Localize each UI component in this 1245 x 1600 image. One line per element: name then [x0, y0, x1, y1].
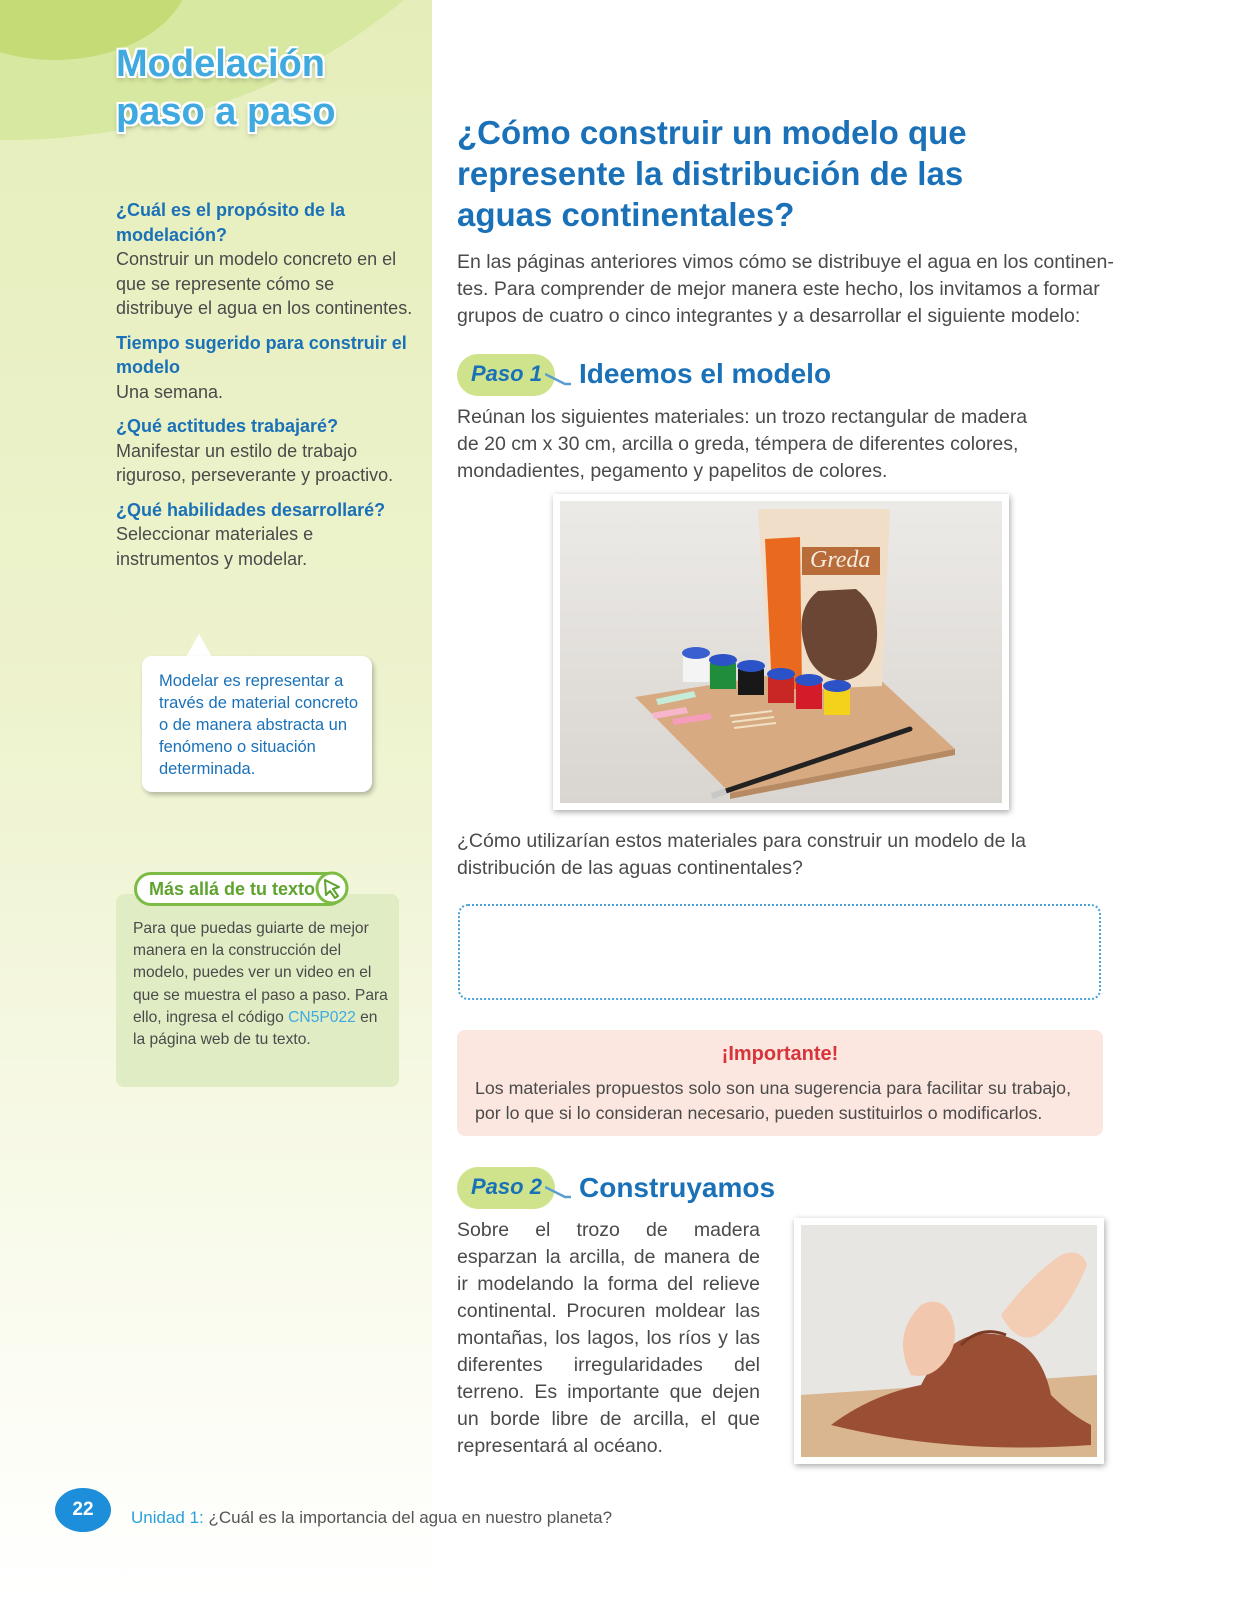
callout-tail — [186, 634, 212, 657]
step-2-heading: Construyamos — [579, 1172, 776, 1203]
page-number: 22 — [55, 1488, 111, 1532]
step-arrow-icon — [545, 1185, 571, 1199]
sidebar-answer: Construir un modelo concreto en el que se represente cómo se distribuye el agua en los continentes. — [116, 249, 413, 318]
step-1-text-line: de 20 cm x 30 cm, arcilla o greda, témpera de diferentes colores, — [457, 433, 1019, 455]
section-title-line: Modelación — [116, 43, 326, 85]
sidebar-answer: Una semana. — [116, 381, 224, 402]
mas-alla-tab — [134, 872, 346, 906]
sidebar-question: ¿Qué actitudes trabajaré? — [116, 416, 339, 436]
section-title-line: paso a paso — [116, 91, 336, 133]
intro-line: tes. Para comprender de mejor manera este hecho, los invitamos a formar — [457, 278, 1100, 300]
sidebar-question: ¿Qué habilidades desarrollaré? — [116, 499, 386, 520]
footer-unit: Unidad 1: — [131, 1508, 204, 1527]
important-text-line: por lo que si lo consideran necesario, pueden sustituirlos o modificarlos. — [475, 1103, 1043, 1123]
mas-alla-text-after: en la página web de tu texto. — [133, 1008, 378, 1049]
step-1-badge — [457, 354, 555, 396]
sidebar-question: Tiempo sugerido para construir el modelo — [116, 332, 407, 377]
mas-alla-text — [133, 918, 391, 1051]
sidebar-block-attitudes — [116, 414, 416, 488]
intro-paragraph — [457, 249, 1117, 330]
step-1-text — [457, 404, 1027, 485]
main-title-line: aguas continentales? — [457, 196, 795, 233]
important-title: ¡Importante! — [721, 1043, 839, 1065]
step-1-text-line: mondadientes, pegamento y papelitos de colores. — [457, 460, 888, 482]
sidebar-answer: Seleccionar materiales e instrumentos y modelar. — [116, 524, 314, 569]
intro-line: grupos de cuatro o cinco integrantes y a desarrollar el siguiente modelo: — [457, 305, 1081, 327]
intro-line: En las páginas anteriores vimos cómo se distribuye el agua en los continen- — [457, 251, 1114, 273]
clay-bag-label: Greda — [810, 547, 871, 573]
footer — [131, 1508, 612, 1528]
materials-illustration — [560, 501, 1002, 803]
clay-modeling-photo-image — [801, 1225, 1097, 1457]
cursor-arrow-icon — [315, 871, 349, 905]
step-1-text-line: Reúnan los siguientes materiales: un trozo rectangular de madera — [457, 406, 1028, 428]
sidebar-answer: Manifestar un estilo de trabajo riguroso, perseverante y proactivo. — [116, 440, 394, 485]
step-2-badge — [457, 1167, 555, 1209]
sidebar-block-time — [116, 331, 416, 405]
sidebar-block-purpose — [116, 198, 416, 321]
step-1-label: Paso 1 — [471, 361, 542, 386]
question-line: ¿Cómo utilizarían estos materiales para construir un modelo de la — [457, 830, 1027, 852]
sidebar-info — [116, 198, 416, 581]
important-note — [457, 1030, 1103, 1136]
step-2-text: Sobre el trozo de madera esparzan la arcilla, de manera de ir modelando la forma del relieve continental. Procuren moldear las montañas, los lagos, los ríos y las diferentes irregularidades del terreno. Es importante que dejen un borde libre de arcilla, el que representará al océano. — [457, 1219, 760, 1457]
main-title-line: ¿Cómo construir un modelo que — [457, 114, 967, 151]
sidebar-question: ¿Cuál es el propósito de la modelación? — [116, 200, 346, 245]
answer-box[interactable] — [458, 904, 1101, 1000]
main-title-line: represente la distribución de las — [457, 155, 964, 192]
important-text — [475, 1076, 1095, 1126]
mas-alla-box — [116, 894, 399, 1087]
materials-photo — [553, 494, 1009, 810]
callout-text: Modelar es representar a través de material concreto o de manera abstracta un fenómeno o situación determinada. — [159, 672, 359, 778]
definition-callout — [142, 656, 372, 792]
mas-alla-label: Más allá de tu texto — [149, 879, 316, 899]
materials-photo-image — [560, 501, 1002, 803]
sidebar-block-skills — [116, 498, 416, 572]
section-title — [116, 40, 336, 136]
clay-modeling-photo — [794, 1218, 1104, 1464]
clay-bag — [758, 509, 890, 691]
step-2-label: Paso 2 — [471, 1174, 542, 1199]
mas-alla-text-before: Para que puedas guiarte de mejor manera en la construcción del modelo, puedes ver un video en el que se muestra el paso a paso. Para ello, ingresa el código — [133, 920, 388, 1026]
reflection-question — [457, 828, 1026, 882]
step-arrow-icon — [545, 372, 571, 386]
question-line: distribución de las aguas continentales? — [457, 857, 803, 879]
footer-text: ¿Cuál es la importancia del agua en nuestro planeta? — [203, 1508, 613, 1527]
web-code-link[interactable]: CN5P022 — [288, 1008, 356, 1026]
important-text-line: Los materiales propuestos solo son una sugerencia para facilitar su trabajo, — [475, 1078, 1072, 1098]
step-1-heading: Ideemos el modelo — [579, 358, 832, 389]
clay-modeling-illustration — [801, 1225, 1097, 1457]
main-title — [457, 112, 1117, 235]
